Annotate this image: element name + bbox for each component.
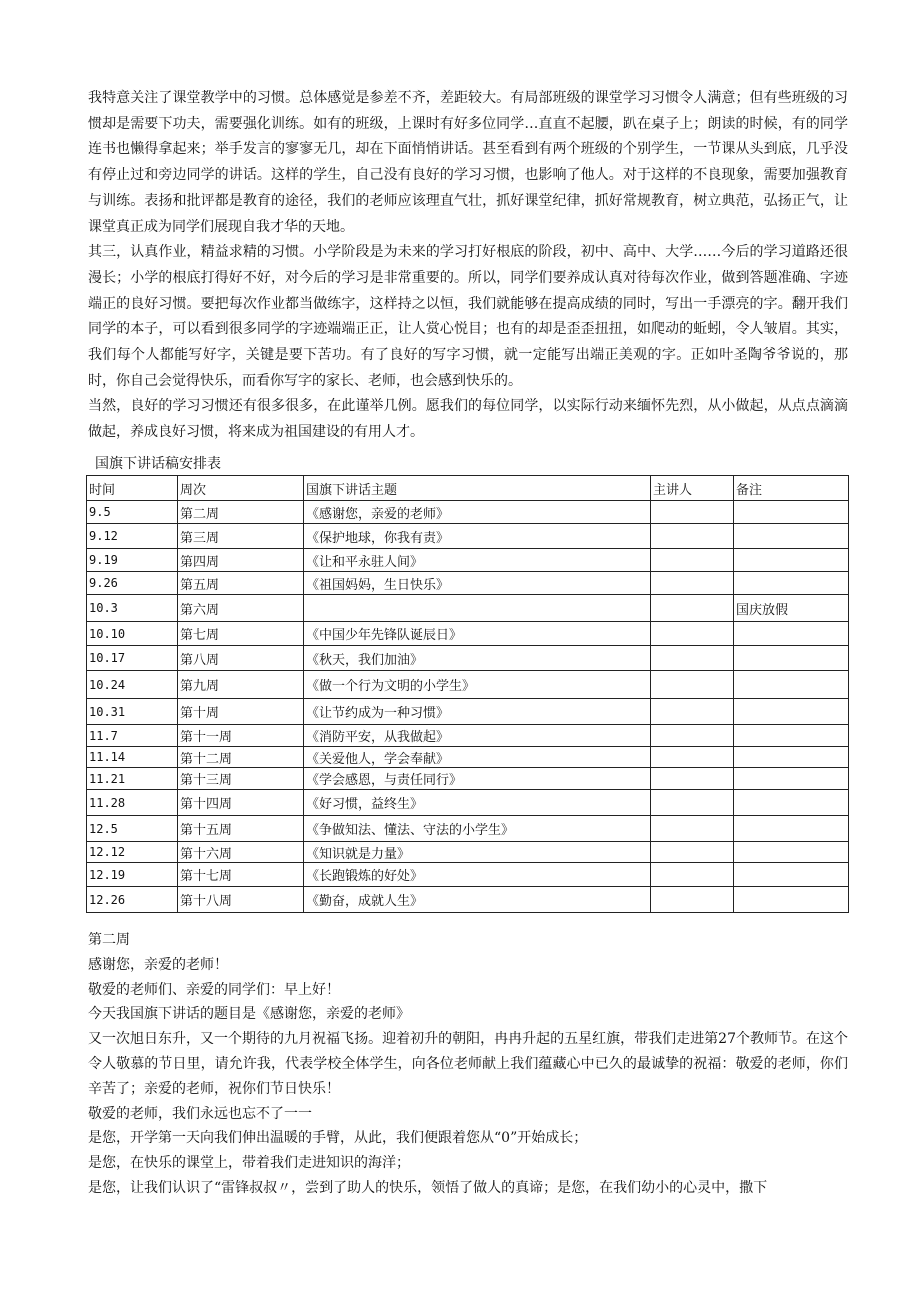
cell-note — [734, 501, 849, 524]
table-row — [87, 622, 849, 646]
speech-text — [88, 928, 848, 1201]
cell-speaker — [651, 572, 734, 595]
cell-topic: 《长跑锻炼的好处》 — [304, 863, 651, 887]
cell-week: 第十二周 — [178, 747, 304, 768]
cell-date: 11.14 — [87, 747, 178, 768]
cell-note — [734, 622, 849, 646]
cell-note — [734, 572, 849, 595]
cell-date: 10.3 — [87, 595, 178, 622]
schedule-table — [86, 475, 849, 913]
table-row — [87, 887, 849, 913]
table-row — [87, 595, 849, 622]
header-note: 备注 — [734, 476, 849, 501]
cell-date: 9.12 — [87, 524, 178, 549]
cell-speaker — [651, 863, 734, 887]
table-header-row — [87, 476, 849, 501]
cell-date: 12.19 — [87, 863, 178, 887]
table-row — [87, 699, 849, 725]
cell-note — [734, 863, 849, 887]
cell-topic: 《让节约成为一种习惯》 — [304, 699, 651, 725]
cell-topic: 《争做知法、懂法、守法的小学生》 — [304, 816, 651, 842]
cell-topic: 《祖国妈妈，生日快乐》 — [304, 572, 651, 595]
table-row — [87, 863, 849, 887]
cell-speaker — [651, 816, 734, 842]
cell-topic: 《知识就是力量》 — [304, 842, 651, 863]
speech-title: 感谢您，亲爱的老师！ — [88, 956, 228, 973]
cell-topic: 《消防平安，从我做起》 — [304, 725, 651, 747]
cell-topic: 《中国少年先锋队诞辰日》 — [304, 622, 651, 646]
speech-paragraph: 又一次旭日东升，又一个期待的九月祝福飞扬。迎着初升的朝阳，冉冉升起的五星红旗，带我们走进第27个教师节。在这个令人敬慕的节日里，请允许我，代表学校全体学生，向各位老师献上我们蕴藏心中已久的最诚挚的祝福：敬爱的老师，你们辛苦了；亲爱的老师，祝你们节日快乐！ — [88, 1031, 848, 1097]
cell-date: 9.5 — [87, 501, 178, 524]
speech-line: 敬爱的老师，我们永远也忘不了一一 — [88, 1105, 312, 1122]
cell-speaker — [651, 595, 734, 622]
cell-week: 第十一周 — [178, 725, 304, 747]
header-topic: 国旗下讲话主题 — [304, 476, 651, 501]
table-row — [87, 646, 849, 671]
cell-week: 第六周 — [178, 595, 304, 622]
cell-week: 第三周 — [178, 524, 304, 549]
cell-topic: 《做一个行为文明的小学生》 — [304, 671, 651, 699]
cell-week: 第十周 — [178, 699, 304, 725]
speech-topic-line: 今天我国旗下讲话的题目是《感谢您，亲爱的老师》 — [88, 1006, 410, 1023]
cell-speaker — [651, 747, 734, 768]
cell-note — [734, 747, 849, 768]
table-row — [87, 549, 849, 572]
paragraph-classroom-habits: 我特意关注了课堂教学中的习惯。总体感觉是参差不齐，差距较大。有局部班级的课堂学习习惯令人满意；但有些班级的习惯却是需要下功夫，需要强化训练。如有的班级，上课时有好多位同学…直直不起腰，趴在桌子上；朗读的时候，有的同学连书也懒得拿起来；举手发言的寥寥无几，却在下面悄悄讲话。甚至看到有两个班级的个别学生，一节课从头到底，几乎没有停止过和旁边同学的讲话。这样的学生，自己没有良好的学习习惯，也影响了他人。对于这样的不良现象，需要加强教育与训练。表扬和批评都是教育的途径，我们的老师应该理直气壮，抓好课堂纪律，抓好常规教育，树立典范，弘扬正气，让课堂真正成为同学们展现自我才华的天地。 — [88, 90, 848, 235]
cell-note — [734, 671, 849, 699]
cell-topic: 《好习惯，益终生》 — [304, 790, 651, 816]
cell-week: 第十三周 — [178, 768, 304, 790]
cell-date: 11.7 — [87, 725, 178, 747]
cell-week: 第七周 — [178, 622, 304, 646]
table-row — [87, 768, 849, 790]
cell-speaker — [651, 501, 734, 524]
cell-date: 9.26 — [87, 572, 178, 595]
cell-week: 第九周 — [178, 671, 304, 699]
cell-speaker — [651, 671, 734, 699]
cell-note: 国庆放假 — [734, 595, 849, 622]
speech-line: 是您，开学第一天向我们伸出温暖的手臂，从此，我们便跟着您从“0”开始成长； — [88, 1130, 588, 1147]
speech-line: 是您，让我们认识了“雷锋叔叔〃，尝到了助人的快乐，领悟了做人的真谛；是您，在我们幼小的心灵中，撒下 — [88, 1179, 768, 1196]
cell-topic: 《让和平永驻人间》 — [304, 549, 651, 572]
paragraph-conclusion: 当然，良好的学习习惯还有很多很多，在此谨举几例。愿我们的每位同学，以实际行动来缅怀先烈，从小做起，从点点滴滴做起，养成良好习惯，将来成为祖国建设的有用人才。 — [88, 398, 848, 441]
cell-topic: 《保护地球，你我有责》 — [304, 524, 651, 549]
cell-week: 第十五周 — [178, 816, 304, 842]
cell-date: 12.12 — [87, 842, 178, 863]
cell-week: 第五周 — [178, 572, 304, 595]
schedule-title: 国旗下讲话稿安排表 — [95, 456, 221, 472]
cell-note — [734, 725, 849, 747]
cell-date: 9.19 — [87, 549, 178, 572]
cell-date: 12.5 — [87, 816, 178, 842]
cell-date: 11.21 — [87, 768, 178, 790]
table-row — [87, 501, 849, 524]
cell-note — [734, 816, 849, 842]
cell-speaker — [651, 887, 734, 913]
cell-date: 10.17 — [87, 646, 178, 671]
cell-topic — [304, 595, 651, 622]
cell-date: 11.28 — [87, 790, 178, 816]
cell-speaker — [651, 768, 734, 790]
header-speaker: 主讲人 — [651, 476, 734, 501]
cell-note — [734, 646, 849, 671]
cell-topic: 《感谢您，亲爱的老师》 — [304, 501, 651, 524]
table-row — [87, 816, 849, 842]
cell-speaker — [651, 622, 734, 646]
cell-week: 第十六周 — [178, 842, 304, 863]
header-date: 时间 — [87, 476, 178, 501]
cell-date: 10.10 — [87, 622, 178, 646]
cell-speaker — [651, 790, 734, 816]
cell-topic: 《勤奋，成就人生》 — [304, 887, 651, 913]
cell-week: 第十七周 — [178, 863, 304, 887]
table-row — [87, 524, 849, 549]
table-row — [87, 790, 849, 816]
cell-speaker — [651, 725, 734, 747]
table-row — [87, 671, 849, 699]
cell-date: 10.24 — [87, 671, 178, 699]
header-week: 周次 — [178, 476, 304, 501]
schedule-body — [87, 501, 849, 913]
cell-date: 12.26 — [87, 887, 178, 913]
cell-note — [734, 699, 849, 725]
cell-week: 第四周 — [178, 549, 304, 572]
cell-topic: 《学会感恩，与责任同行》 — [304, 768, 651, 790]
intro-text — [88, 86, 848, 446]
paragraph-homework-habits: 其三，认真作业，精益求精的习惯。小学阶段是为未来的学习打好根底的阶段，初中、高中、大学……今后的学习道路还很漫长；小学的根底打得好不好，对今后的学习是非常重要的。所以，同学们要养成认真对待每次作业，做到答题准确、字迹端正的良好习惯。要把每次作业都当做练字，这样持之以恒，我们就能够在提高成绩的同时，写出一手漂亮的字。翻开我们同学的本子，可以看到很多同学的字迹端端正正，让人赏心悦目；也有的却是歪歪扭扭，如爬动的蚯蚓，令人皱眉。其实，我们每个人都能写好字，关键是要下苦功。有了良好的写字习惯，就一定能写出端正美观的字。正如叶圣陶爷爷说的，那时，你自己会觉得快乐，而看你写字的家长、老师，也会感到快乐的。 — [88, 244, 848, 389]
cell-week: 第十四周 — [178, 790, 304, 816]
cell-note — [734, 549, 849, 572]
cell-week: 第十八周 — [178, 887, 304, 913]
table-row — [87, 747, 849, 768]
cell-week: 第二周 — [178, 501, 304, 524]
table-row — [87, 842, 849, 863]
table-row — [87, 572, 849, 595]
speech-week-heading: 第二周 — [88, 932, 130, 948]
cell-date: 10.31 — [87, 699, 178, 725]
cell-topic: 《关爱他人，学会奉献》 — [304, 747, 651, 768]
speech-greeting: 敬爱的老师们、亲爱的同学们：早上好！ — [88, 981, 340, 998]
cell-note — [734, 790, 849, 816]
cell-speaker — [651, 549, 734, 572]
cell-speaker — [651, 842, 734, 863]
cell-speaker — [651, 524, 734, 549]
speech-line: 是您，在快乐的课堂上，带着我们走进知识的海洋； — [88, 1155, 410, 1172]
cell-note — [734, 524, 849, 549]
cell-topic: 《秋天，我们加油》 — [304, 646, 651, 671]
cell-note — [734, 887, 849, 913]
cell-note — [734, 768, 849, 790]
cell-speaker — [651, 646, 734, 671]
cell-note — [734, 842, 849, 863]
cell-speaker — [651, 699, 734, 725]
table-row — [87, 725, 849, 747]
cell-week: 第八周 — [178, 646, 304, 671]
